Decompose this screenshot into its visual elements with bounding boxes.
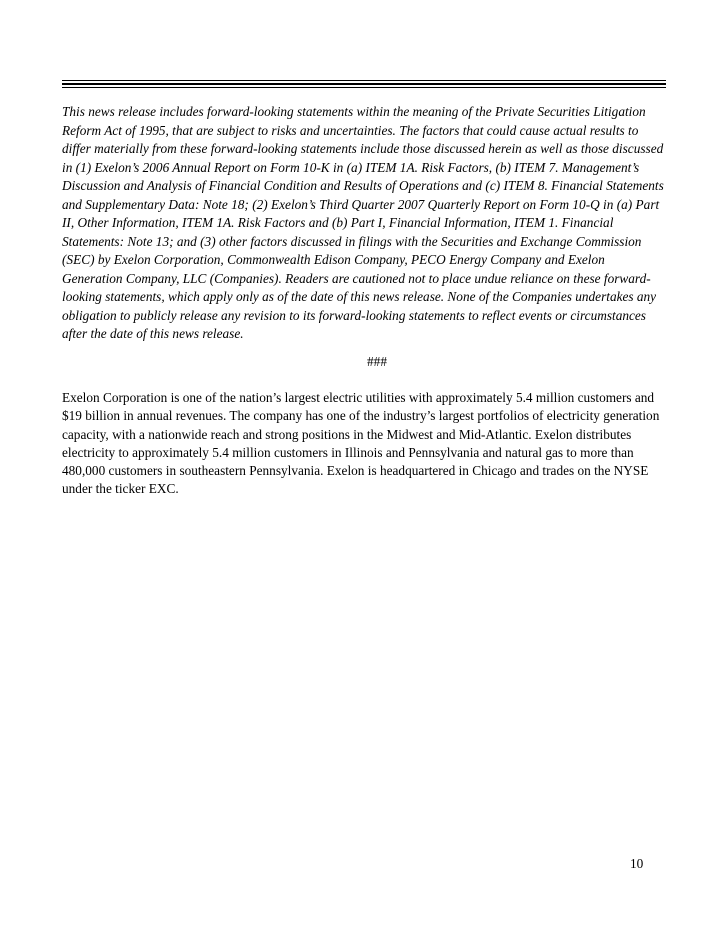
header-rule-line (62, 80, 666, 81)
page-number: 10 (630, 856, 644, 871)
section-separator: ### (367, 354, 387, 369)
header-rule (62, 80, 666, 90)
forward-looking-statements-disclaimer: This news release includes forward-looking statements within the meaning of the Private Securities Litigation Reform Act of 1995, that are subject to risks and uncertainties. The factors that could cause actual results to differ materially from these forward-looking statements include those discussed herein as well as those discussed in (1) Exelon’s 2006 Annual Report on Form 10-K in (a) ITEM 1A. Risk Factors, (b) ITEM 7. Management’s Discussion and Analysis of Financial Condition and Results of Operations and (c) ITEM 8. Financial Statements and Supplementary Data: Note 18; (2) Exelon’s Third Quarter 2007 Quarterly Report on Form 10-Q in (a) Part II, Other Information, ITEM 1A. Risk Factors and (b) Part I, Financial Information, ITEM 1. Financial Statements: Note 13; and (3) other factors discussed in filings with the Securities and Exchange Commission (SEC) by Exelon Corporation, Commonwealth Edison Company, PECO Energy Company and Exelon Generation Company, LLC (Companies). Readers are cautioned not to place undue reliance on these forward-looking statements, which apply only as of the date of this news release. None of the Companies undertakes any obligation to publicly release any revision to its forward-looking statements to reflect events or circumstances after the date of this news release. (62, 104, 664, 341)
header-rule-line (62, 87, 666, 88)
company-boilerplate: Exelon Corporation is one of the nation’s largest electric utilities with approximately 5.4 million customers and $19 billion in annual revenues. The company has one of the industry’s largest portfolios of electricity generation capacity, with a nationwide reach and strong positions in the Midwest and Mid-Atlantic. Exelon distributes electricity to approximately 5.4 million customers in Illinois and Pennsylvania and natural gas to more than 480,000 customers in southeastern Pennsylvania. Exelon is headquartered in Chicago and trades on the NYSE under the ticker EXC. (62, 390, 660, 497)
header-rule-line (62, 83, 666, 85)
